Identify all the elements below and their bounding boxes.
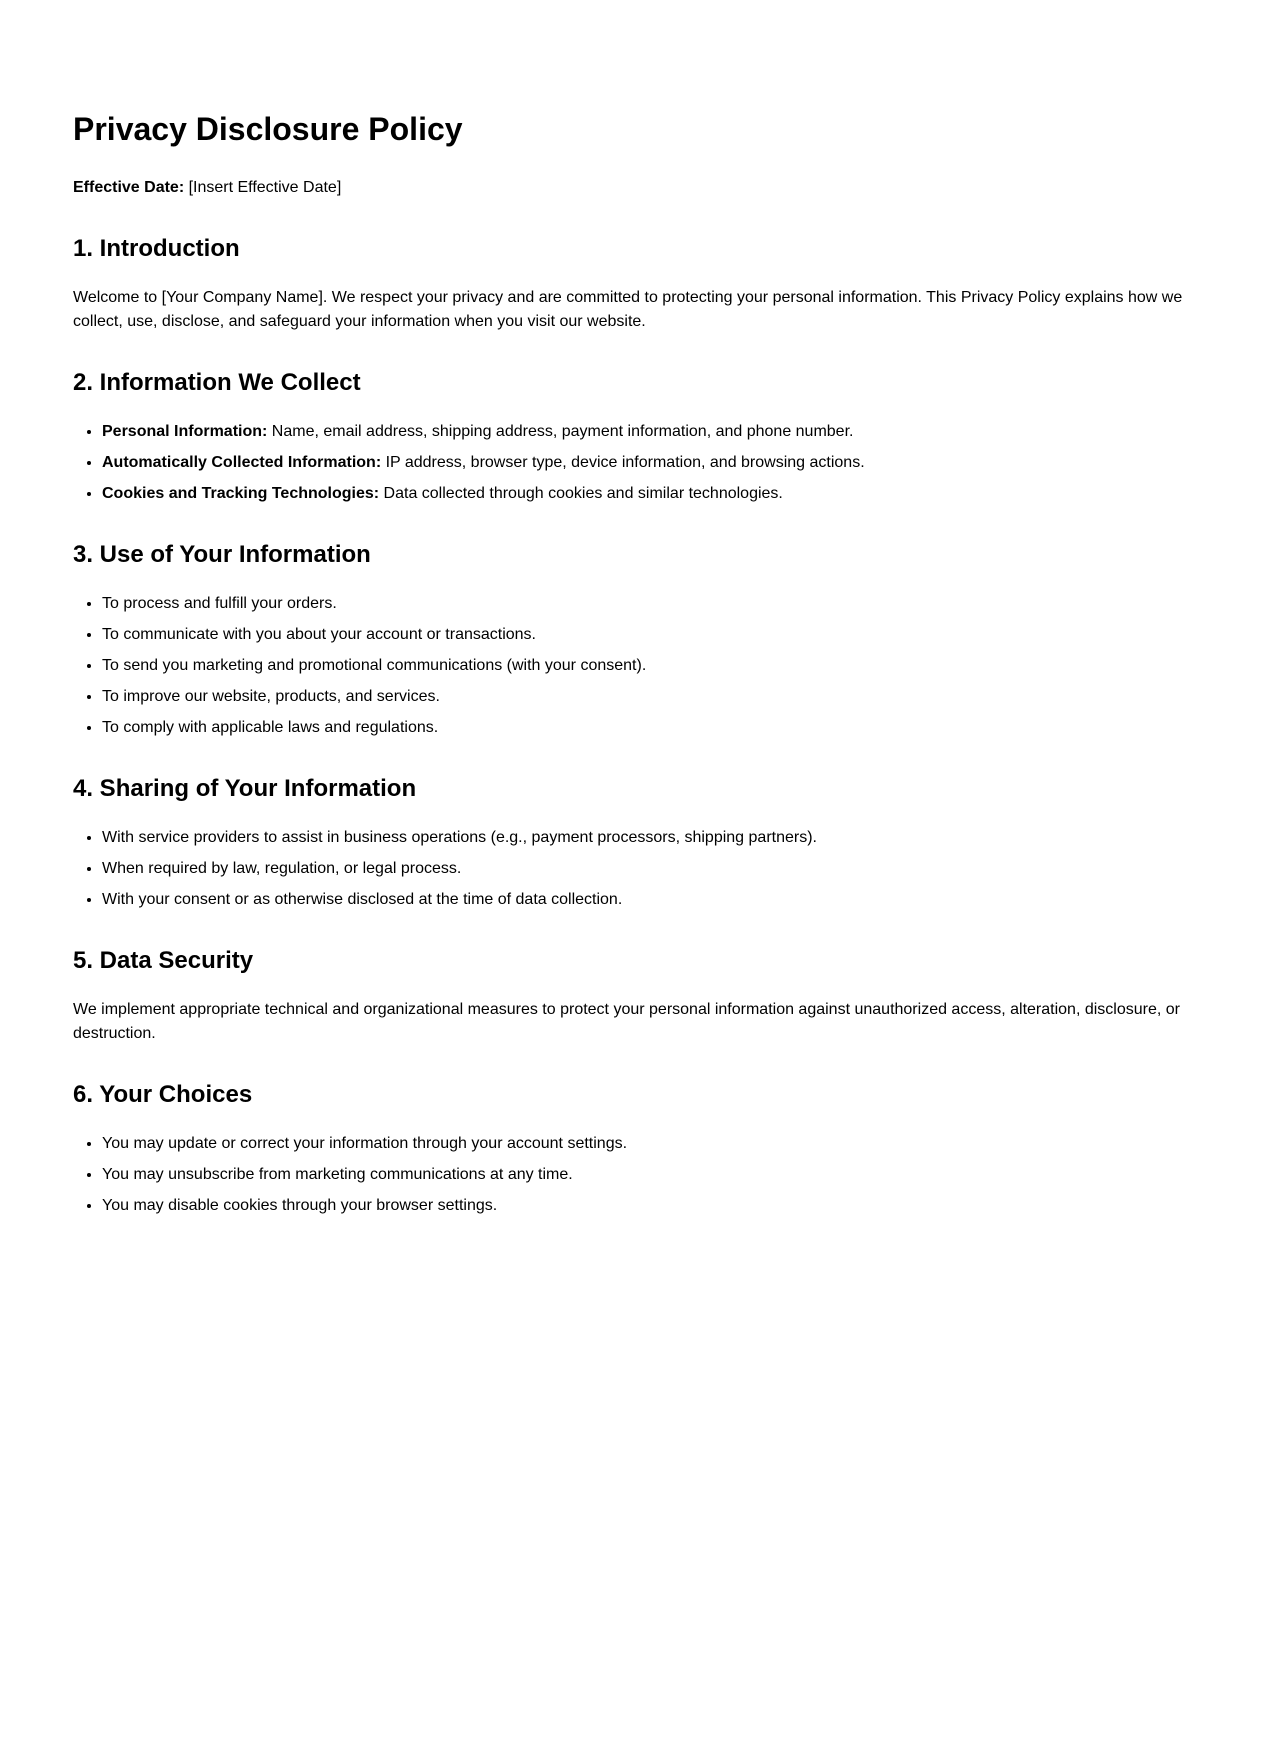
effective-date-label: Effective Date: xyxy=(73,179,185,197)
bullet-item xyxy=(102,685,1190,709)
section-heading: 2. Information We Collect xyxy=(73,369,361,397)
bullet-item xyxy=(102,826,1190,850)
bullet-item xyxy=(102,1132,1190,1156)
bullet-item xyxy=(102,1163,1190,1187)
bullet-item xyxy=(102,451,1190,475)
bullet-term: Automatically Collected Information: xyxy=(102,454,382,472)
bullet-list xyxy=(73,592,1190,740)
section-paragraph: Welcome to [Your Company Name]. We respect your privacy and are committed to protecting your personal information. This Privacy Policy explains how we collect, use, disclose, and safeguard your information when you visit our website. xyxy=(73,289,1183,331)
section-introduction xyxy=(73,234,1190,334)
bullet-list xyxy=(73,420,1190,506)
bullet-list xyxy=(73,1132,1190,1218)
bullet-item xyxy=(102,623,1190,647)
section-heading: 4. Sharing of Your Information xyxy=(73,775,417,803)
bullet-text: You may update or correct your information through your account settings. xyxy=(102,1135,628,1153)
bullet-text: Data collected through cookies and similar technologies. xyxy=(379,485,783,503)
section-use-of-your-information xyxy=(73,540,1190,740)
bullet-text: With service providers to assist in business operations (e.g., payment processors, shipping partners). xyxy=(102,829,817,847)
bullet-text: IP address, browser type, device information, and browsing actions. xyxy=(381,454,865,472)
bullet-text: When required by law, regulation, or legal process. xyxy=(102,860,462,878)
bullet-text: Name, email address, shipping address, payment information, and phone number. xyxy=(267,423,854,441)
section-information-we-collect xyxy=(73,368,1190,506)
bullet-text: To comply with applicable laws and regulations. xyxy=(102,719,439,737)
section-your-choices xyxy=(73,1080,1190,1218)
bullet-term: Cookies and Tracking Technologies: xyxy=(102,485,380,503)
bullet-item xyxy=(102,420,1190,444)
bullet-item xyxy=(102,654,1190,678)
section-data-security xyxy=(73,946,1190,1046)
effective-date-value: [Insert Effective Date] xyxy=(184,179,342,197)
bullet-item xyxy=(102,592,1190,616)
section-heading: 3. Use of Your Information xyxy=(73,541,371,569)
bullet-text: You may unsubscribe from marketing communications at any time. xyxy=(102,1166,573,1184)
effective-date-line xyxy=(73,176,1190,200)
bullet-term: Personal Information: xyxy=(102,423,268,441)
section-heading: 6. Your Choices xyxy=(73,1081,253,1109)
section-heading: 1. Introduction xyxy=(73,235,240,263)
section-sharing-of-your-information xyxy=(73,774,1190,912)
bullet-list xyxy=(73,826,1190,912)
section-heading: 5. Data Security xyxy=(73,947,254,975)
bullet-item xyxy=(102,857,1190,881)
bullet-item xyxy=(102,482,1190,506)
bullet-item xyxy=(102,1194,1190,1218)
section-paragraph: We implement appropriate technical and organizational measures to protect your personal information against unauthorized access, alteration, disclosure, or destruction. xyxy=(73,1001,1180,1043)
bullet-text: To send you marketing and promotional communications (with your consent). xyxy=(102,657,647,675)
bullet-item xyxy=(102,888,1190,912)
bullet-text: With your consent or as otherwise disclosed at the time of data collection. xyxy=(102,891,623,909)
bullet-text: To communicate with you about your account or transactions. xyxy=(102,626,536,644)
bullet-text: To process and fulfill your orders. xyxy=(102,595,337,613)
page-title: Privacy Disclosure Policy xyxy=(73,111,463,147)
bullet-text: You may disable cookies through your browser settings. xyxy=(102,1197,498,1215)
bullet-text: To improve our website, products, and services. xyxy=(102,688,440,706)
bullet-item xyxy=(102,716,1190,740)
